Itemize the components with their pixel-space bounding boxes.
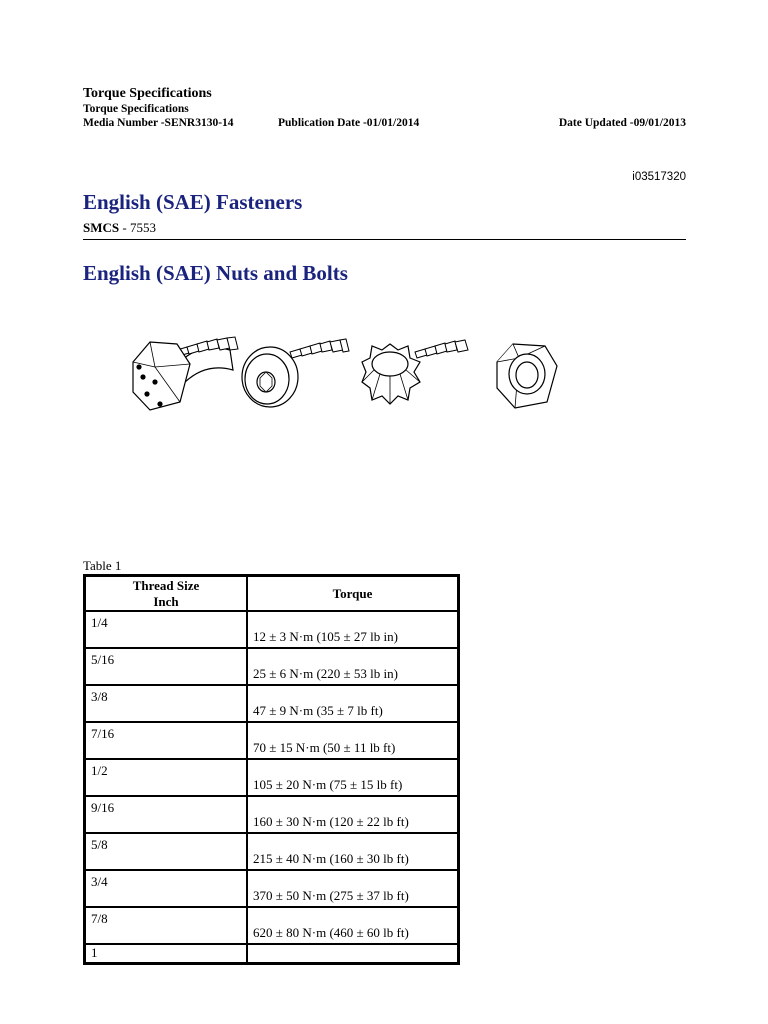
socket-head-cap-screw-icon	[242, 339, 349, 407]
hex-nut-icon	[497, 344, 557, 408]
document-id: i03517320	[632, 171, 686, 183]
thread-size-cell: 7/8	[85, 907, 247, 944]
table-row	[85, 870, 458, 907]
subsection-title: English (SAE) Nuts and Bolts	[83, 261, 348, 285]
fasteners-illustration	[125, 322, 575, 442]
thread-size-cell: 5/8	[85, 833, 247, 870]
thread-size-cell: 1	[85, 944, 247, 963]
torque-table	[83, 574, 460, 965]
thread-size-cell: 1/4	[85, 611, 247, 648]
smcs-label: SMCS	[83, 220, 120, 235]
smcs-value: - 7553	[119, 220, 156, 235]
thread-size-cell: 3/4	[85, 870, 247, 907]
smcs-line	[83, 220, 686, 240]
table-row	[85, 722, 458, 759]
table-row	[85, 759, 458, 796]
document-subtitle: Torque Specifications	[83, 103, 189, 115]
hex-head-bolt-icon	[133, 337, 238, 410]
twelve-point-bolt-icon	[362, 340, 468, 404]
torque-cell: 160 ± 30 N·m (120 ± 22 lb ft)	[247, 796, 458, 833]
table-caption: Table 1	[83, 558, 122, 573]
thread-size-cell: 5/16	[85, 648, 247, 685]
torque-cell: 370 ± 50 N·m (275 ± 37 lb ft)	[247, 870, 458, 907]
media-number: Media Number -SENR3130-14	[83, 117, 234, 129]
thread-size-cell: 3/8	[85, 685, 247, 722]
section-title: English (SAE) Fasteners	[83, 190, 303, 214]
header-torque: Torque	[247, 576, 458, 611]
table-row	[85, 833, 458, 870]
torque-cell	[247, 944, 458, 963]
table-header-row	[85, 576, 458, 611]
table-row	[85, 796, 458, 833]
torque-cell: 105 ± 20 N·m (75 ± 15 lb ft)	[247, 759, 458, 796]
torque-cell: 12 ± 3 N·m (105 ± 27 lb in)	[247, 611, 458, 648]
torque-cell: 70 ± 15 N·m (50 ± 11 lb ft)	[247, 722, 458, 759]
document-title: Torque Specifications	[83, 86, 212, 101]
table-row	[85, 685, 458, 722]
torque-cell: 620 ± 80 N·m (460 ± 60 lb ft)	[247, 907, 458, 944]
table-row	[85, 648, 458, 685]
torque-cell: 215 ± 40 N·m (160 ± 30 lb ft)	[247, 833, 458, 870]
table-row	[85, 944, 458, 963]
table-row	[85, 907, 458, 944]
header-thread-size: Thread Size Inch	[85, 576, 247, 611]
torque-cell: 47 ± 9 N·m (35 ± 7 lb ft)	[247, 685, 458, 722]
table-row	[85, 611, 458, 648]
publication-date: Publication Date -01/01/2014	[278, 117, 420, 129]
date-updated: Date Updated -09/01/2013	[558, 117, 686, 129]
thread-size-cell: 1/2	[85, 759, 247, 796]
thread-size-cell: 7/16	[85, 722, 247, 759]
thread-size-cell: 9/16	[85, 796, 247, 833]
torque-cell: 25 ± 6 N·m (220 ± 53 lb in)	[247, 648, 458, 685]
